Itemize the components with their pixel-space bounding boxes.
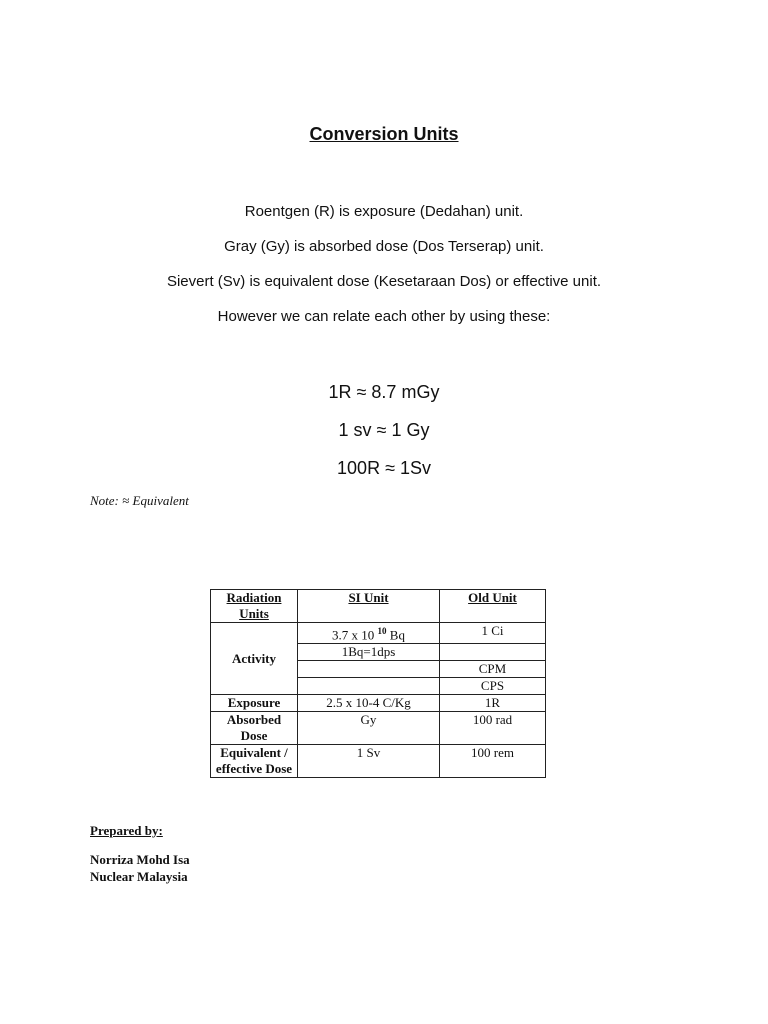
table-row	[211, 623, 546, 644]
page-title: Conversion Units	[309, 124, 459, 144]
row-label-equivalent-dose: Equivalent / effective Dose	[211, 745, 298, 778]
old-exposure: 1R	[440, 695, 546, 712]
relation-intro: However we can relate each other by using these:	[217, 308, 551, 325]
conversion-table	[210, 589, 546, 778]
equation-sv-to-gy: 1 sv ≈ 1 Gy	[338, 420, 430, 440]
si-activity-curie-tail: Bq	[386, 627, 405, 643]
row-label-exposure: Exposure	[211, 695, 298, 712]
definition-roentgen: Roentgen (R) is exposure (Dedahan) unit.	[244, 203, 524, 220]
table-row	[211, 712, 546, 745]
equation-r-to-sv: 100R ≈ 1Sv	[337, 458, 431, 478]
row-label-activity: Activity	[211, 623, 298, 695]
old-activity-curie: 1 Ci	[440, 623, 546, 644]
prepared-by-label: Prepared by:	[90, 823, 163, 838]
si-activity-curie-base: 3.7 x 10	[332, 627, 378, 643]
si-activity-curie	[298, 623, 440, 644]
prepared-by-block	[90, 822, 190, 885]
table-row	[211, 695, 546, 712]
si-activity-cps	[298, 678, 440, 695]
note-text: Note: ≈ Equivalent	[90, 493, 189, 508]
header-si-unit: SI Unit	[298, 590, 440, 623]
si-exposure: 2.5 x 10-4 C/Kg	[298, 695, 440, 712]
si-equivalent-dose: 1 Sv	[298, 745, 440, 778]
row-label-absorbed-dose: Absorbed Dose	[211, 712, 298, 745]
old-equivalent-dose: 100 rem	[440, 745, 546, 778]
old-activity-cps: CPS	[440, 678, 546, 695]
old-absorbed-dose: 100 rad	[440, 712, 546, 745]
si-activity-bq: 1Bq=1dps	[298, 644, 440, 661]
si-activity-curie-exponent: 10	[377, 626, 387, 636]
old-activity-bq	[440, 644, 546, 661]
equation-r-to-mgy: 1R ≈ 8.7 mGy	[328, 382, 440, 402]
old-activity-cpm: CPM	[440, 661, 546, 678]
table-row	[211, 745, 546, 778]
header-radiation-units: Radiation Units	[211, 590, 298, 623]
si-absorbed-dose: Gy	[298, 712, 440, 745]
header-old-unit: Old Unit	[440, 590, 546, 623]
table-header-row	[211, 590, 546, 623]
si-activity-cpm	[298, 661, 440, 678]
author-name: Norriza Mohd Isa	[90, 852, 190, 867]
definition-gray: Gray (Gy) is absorbed dose (Dos Terserap) unit.	[224, 238, 544, 255]
author-organization: Nuclear Malaysia	[90, 869, 188, 884]
definition-sievert: Sievert (Sv) is equivalent dose (Kesetaraan Dos) or effective unit.	[166, 273, 602, 290]
